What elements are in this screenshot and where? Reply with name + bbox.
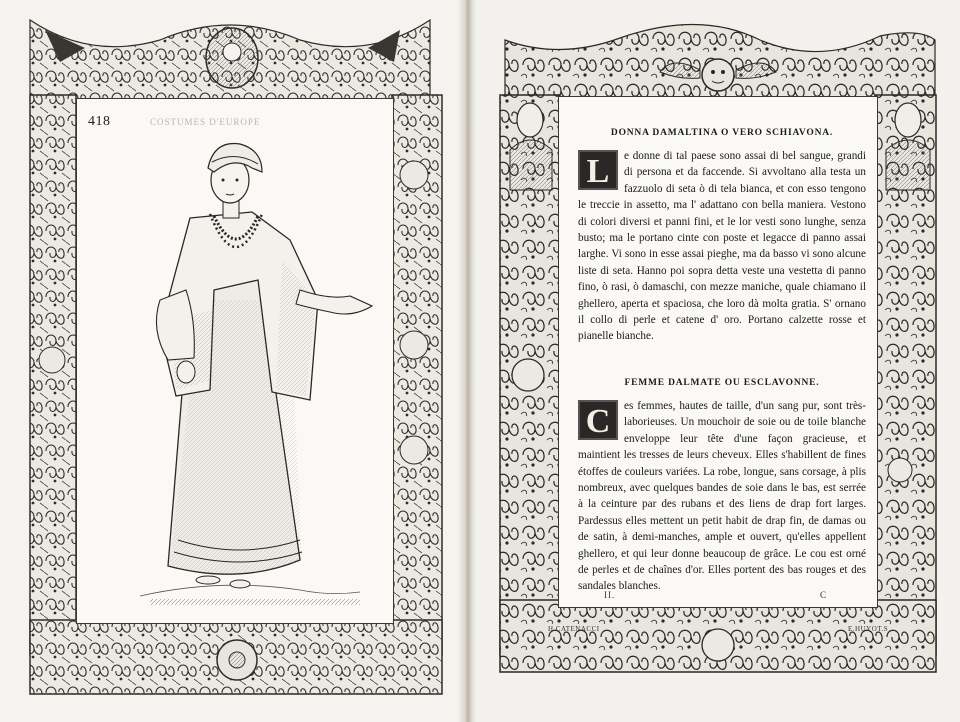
italian-text: e donne di tal paese sono assai di bel sangue, grandi di persona et da faccende. Si avvoltano alla testa un fazzuolo di seta ò di tela bianca, et con esso tengono le treccie in assetto, ma l' adattano con bella maniera. Vestono di colori diversi et panni fini, et le lor vesti sono lunghe, senza busto; ma le portano cinte con poste et legacce di panno assai larghe. Vi sono in esse assai pieghe, ma da basso vi sono alcune liste di seta. Hanno poi sopra detta veste una vestetta di panno fino, ò rasi, ò damaschi, con mezze maniche, quale chiamano il ghellero, aperta et spaciosa, che loro dà molta gratia. S' ornano il collo di perle et catene d' oro. Portano calzette rosse et pianelle bianche. <box>578 150 866 343</box>
engraver-credit-right: E.HUYOT.S <box>848 625 889 633</box>
engraver-credit-left: H.CATENACCI <box>548 625 600 633</box>
french-title: FEMME DALMATE OU ESCLAVONNE. <box>624 378 820 388</box>
signature-mark-right: C <box>820 590 828 600</box>
italian-paragraph <box>578 148 866 345</box>
french-paragraph <box>578 398 866 595</box>
signature-mark-left: II. <box>604 590 616 600</box>
italian-title: DONNA DAMALTINA O VERO SCHIAVONA. <box>610 128 834 138</box>
page-number: 418 <box>88 114 111 129</box>
french-dropcap: C <box>578 400 618 440</box>
bleedthrough-heading: COSTUMES D'EUROPE <box>150 117 261 127</box>
french-text: es femmes, hautes de taille, d'un sang pur, sont très-laborieuses. Un mouchoir de soie ou de toile blanche enveloppe leur tête d'une façon gracieuse, et maintient les tresses de leurs cheveux. Elles s'habillent de fines étoffes de couleurs variées. La robe, longue, sans corsage, à plis nombreux, avec quelques bandes de soie dans le bas, est serrée à la ceinture par des rubans et des liens de drap fort larges. Pardessus elles mettent un petit habit de drap fin, de damas ou de satin, à demi-manches, ample et ouvert, qu'elles appellent ghellero, et qui leur donne beaucoup de grâce. Le cou est orné de perles et de chaînes d'or. Elles portent des bas rouges et des sandales blanches. <box>578 400 866 593</box>
italian-dropcap: L <box>578 150 618 190</box>
